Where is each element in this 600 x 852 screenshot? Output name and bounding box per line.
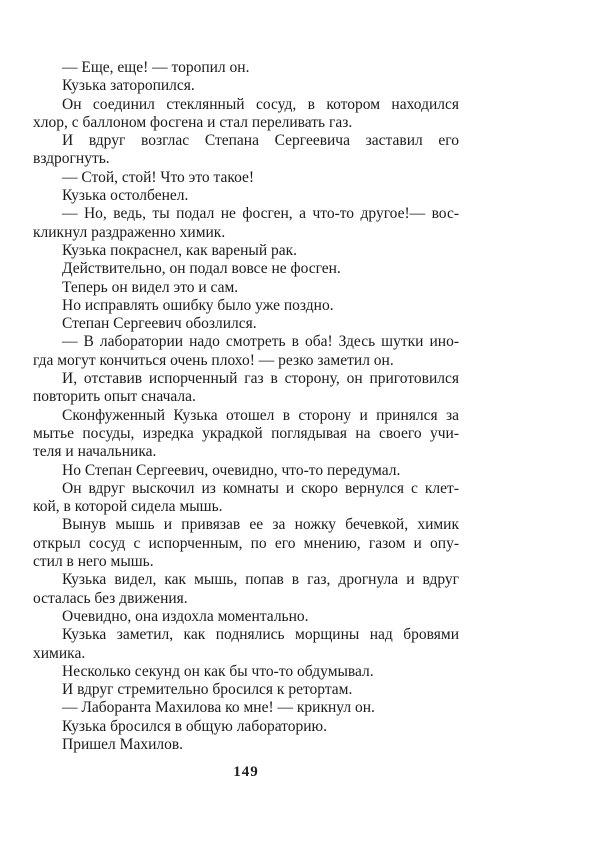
text-line: химика. bbox=[33, 644, 86, 662]
page-number: 149 bbox=[233, 764, 259, 780]
text-line: вздрогнуть. bbox=[33, 150, 110, 168]
text-line: Теперь он видел это и сам. bbox=[62, 278, 239, 296]
text-line: Кузька видел, как мышь, попав в газ, дрогнула и вдруг bbox=[62, 571, 459, 589]
text-line: — Лаборанта Махилова ко мне! — крикнул он. bbox=[62, 699, 375, 717]
text-line: кой, в которой сидела мышь. bbox=[33, 498, 223, 516]
text-line: Он соединил стеклянный сосуд, в котором находился bbox=[62, 95, 459, 113]
text-line: — Еще, еще! — торопил он. bbox=[62, 59, 250, 76]
text-line: И вдруг стремительно бросился к ретортам. bbox=[62, 681, 353, 699]
text-line: И, отставив испорченный газ в сторону, он приготовился bbox=[62, 370, 459, 388]
text-line: Степан Сергеевич обозлился. bbox=[62, 315, 257, 333]
text-line: — Стой, стой! Что это такое! bbox=[62, 168, 255, 186]
text-line: Очевидно, она издохла моментально. bbox=[62, 607, 309, 625]
text-line: Вынув мышь и привязав ее за ножку бечевкой, химик bbox=[62, 516, 459, 534]
text-line: — Но, ведь, ты подал не фосген, а что-то другое!— вос- bbox=[62, 205, 459, 223]
text-block bbox=[33, 59, 459, 754]
text-line: Кузька бросился в общую лабораторию. bbox=[62, 717, 327, 735]
text-line: Но Степан Сергеевич, очевидно, что-то передумал. bbox=[62, 461, 401, 479]
text-line: Несколько секунд он как бы что-то обдумывал. bbox=[62, 662, 374, 680]
text-line: Сконфуженный Кузька отошел в сторону и принялся за bbox=[62, 406, 459, 424]
text-line: И вдруг возглас Степана Сергеевича заставил его bbox=[62, 132, 459, 150]
text-line: Но исправлять ошибку было уже поздно. bbox=[62, 296, 334, 314]
text-line: Он вдруг выскочил из комнаты и скоро вернулся с клет- bbox=[62, 479, 459, 497]
text-line: стил в него мышь. bbox=[33, 553, 154, 571]
text-line: кликнул раздраженно химик. bbox=[33, 223, 226, 241]
text-line: Кузька заметил, как поднялись морщины над бровями bbox=[62, 626, 459, 644]
text-line: Кузька заторопился. bbox=[62, 77, 195, 95]
text-line: осталась без движения. bbox=[33, 589, 188, 607]
text-line: Пришел Махилов. bbox=[62, 735, 184, 753]
text-line: повторить опыт сначала. bbox=[33, 388, 196, 406]
text-line: Кузька остолбенел. bbox=[62, 187, 189, 205]
text-line: открыл сосуд с испорченным, по его мнению, газом и опу- bbox=[33, 534, 459, 552]
text-line: — В лаборатории надо смотреть в оба! Здесь шутки ино- bbox=[62, 333, 459, 351]
text-line: хлор, с баллоном фосгена и стал переливать газ. bbox=[33, 113, 353, 131]
text-line: Действительно, он подал вовсе не фосген. bbox=[62, 260, 341, 278]
text-line: мытье посуды, изредка украдкой поглядывая на своего учи- bbox=[33, 424, 459, 442]
text-line: Кузька покраснел, как вареный рак. bbox=[62, 241, 298, 259]
text-line: гда могут кончиться очень плохо! — резко заметил он. bbox=[33, 351, 394, 369]
text-line: теля и начальника. bbox=[33, 443, 157, 461]
